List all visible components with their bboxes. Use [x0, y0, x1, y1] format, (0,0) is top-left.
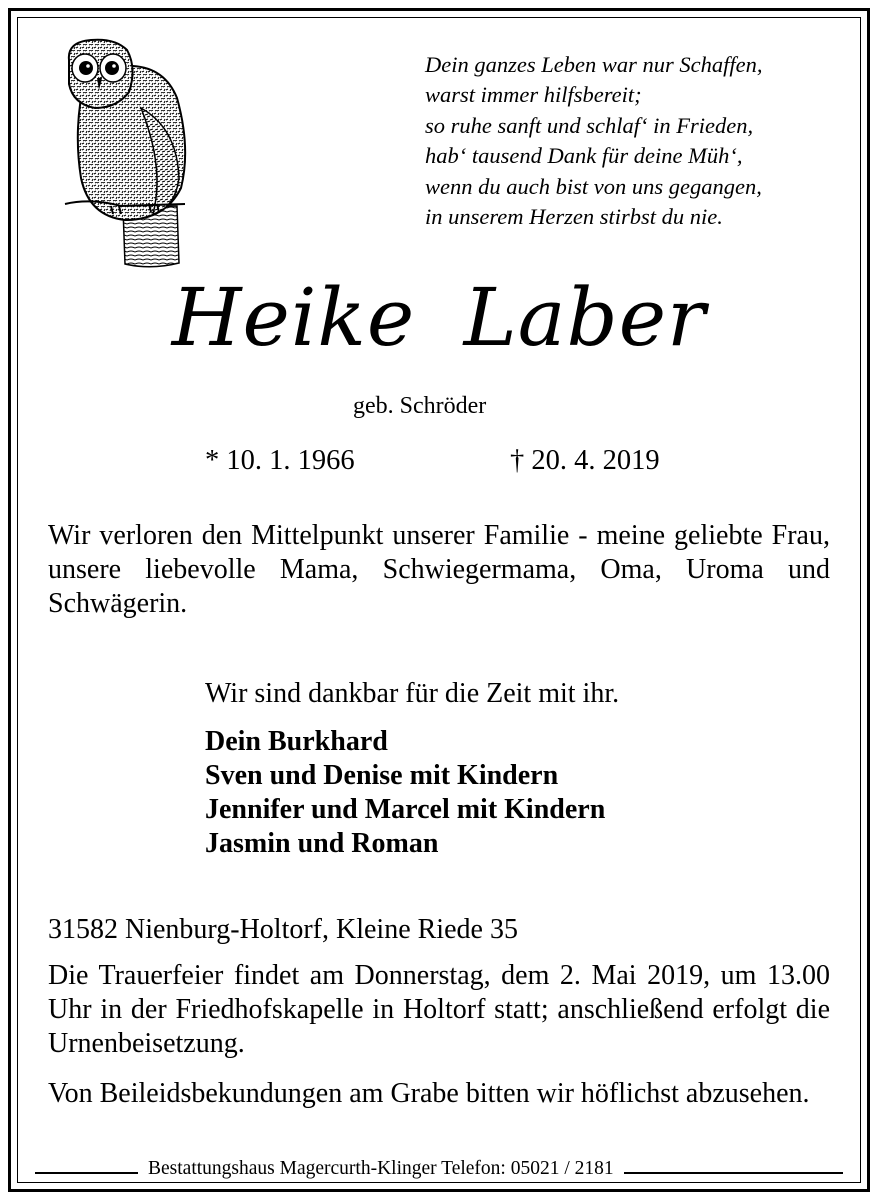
memorial-poem: [425, 50, 845, 232]
gratitude-line: Wir sind dankbar für die Zeit mit ihr.: [205, 678, 620, 709]
funeral-notice: Die Trauerfeier findet am Donnerstag, dem 2. Mai 2019, um 13.00 Uhr in der Friedhofskapelle in Holtorf statt; anschließend erfolgt die Urnenbeisetzung.: [48, 960, 830, 1059]
owl-icon: [55, 38, 195, 270]
mourner-entry: Jennifer und Marcel mit Kindern: [205, 794, 606, 825]
poem-line: warst immer hilfsbereit;: [425, 82, 642, 108]
poem-line: wenn du auch bist von uns gegangen,: [425, 173, 762, 199]
poem-line: so ruhe sanft und schlaf‘ in Frieden,: [425, 112, 754, 138]
deceased-name: Heike Laber: [171, 271, 707, 364]
mourner-entry: Jasmin und Roman: [205, 828, 439, 859]
maiden-name: geb. Schröder: [353, 393, 487, 419]
mourners-list: [205, 725, 605, 861]
poem-line: Dein ganzes Leben war nur Schaffen,: [425, 52, 763, 77]
intro-paragraph: Wir verloren den Mittelpunkt unserer Familie - meine geliebte Frau, unsere liebevolle Mama, Schwiegermama, Oma, Uroma und Schwägerin.: [48, 520, 830, 619]
family-address: 31582 Nienburg-Holtorf, Kleine Riede 35: [48, 914, 518, 945]
birth-date: * 10. 1. 1966: [205, 445, 355, 476]
mourner-entry: Sven und Denise mit Kindern: [205, 760, 559, 791]
funeral-home-footer: Bestattungshaus Magercurth-Klinger Telefon: 05021 / 2181: [138, 1156, 624, 1182]
death-date: † 20. 4. 2019: [510, 445, 660, 476]
mourner-entry: Dein Burkhard: [205, 726, 388, 757]
poem-line: hab‘ tausend Dank für deine Müh‘,: [425, 143, 743, 169]
poem-line: in unserem Herzen stirbst du nie.: [425, 204, 723, 230]
condolence-notice: Von Beileidsbekundungen am Grabe bitten wir höflichst abzusehen.: [48, 1078, 810, 1109]
